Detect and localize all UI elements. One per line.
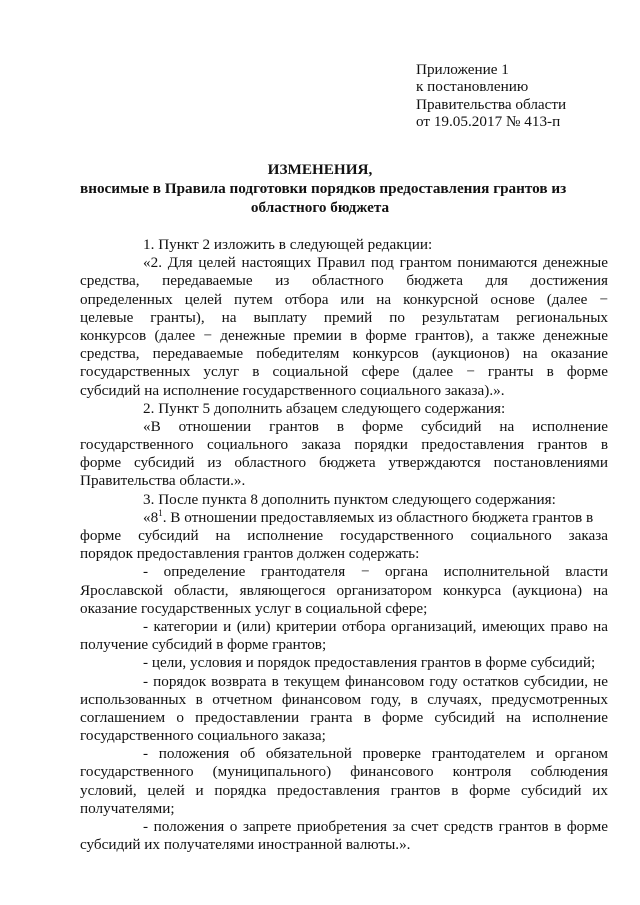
body-line: государственного (муниципального) финансового контроля соблюдения xyxy=(80,763,608,781)
body-line: форме субсидий на исполнение государственного социального заказа xyxy=(80,527,608,544)
body-line: 2. Пункт 5 дополнить абзацем следующего содержания: xyxy=(143,399,506,417)
body-line: Правительства области.». xyxy=(80,472,246,490)
body-line: - положения о запрете приобретения за счет средств грантов в форме xyxy=(143,818,608,835)
appendix-reference xyxy=(416,61,566,131)
body-line: средства, передаваемые победителям конкурсов (аукционов) на оказание xyxy=(80,345,608,363)
appendix-line: к постановлению xyxy=(416,78,529,96)
appendix-line: Правительства области xyxy=(416,95,567,113)
body-line: форме субсидий из областного бюджета утверждаются постановлениями xyxy=(80,454,608,472)
body-line: 1. Пункт 2 изложить в следующей редакции: xyxy=(143,236,433,253)
point-superscript: 1 xyxy=(158,507,163,518)
body-line: соглашением о предоставлении гранта в форме субсидий на исполнение xyxy=(80,708,608,726)
body-line: государственного социального заказа; xyxy=(80,727,326,745)
document-title xyxy=(80,160,567,217)
body-line: средства, передаваемые из областного бюджета для достижения xyxy=(80,272,608,290)
body-line: - цели, условия и порядок предоставления грантов в форме субсидий; xyxy=(143,654,596,672)
body-line: - определение грантодателя − органа исполнительной власти xyxy=(143,563,608,581)
body-line: порядок предоставления грантов должен содержать: xyxy=(80,545,420,563)
body-line: оказание государственных услуг в социальной сфере; xyxy=(80,599,428,617)
appendix-line: от 19.05.2017 № 413-п xyxy=(416,113,561,131)
body-line: «2. Для целей настоящих Правил под грантом понимаются денежные xyxy=(143,254,608,272)
body-line: государственных услуг в социальной сфере (далее − гранты в форме xyxy=(80,363,608,381)
body-line: субсидий на исполнение государственного социального заказа).». xyxy=(80,381,505,399)
body-line: получателями; xyxy=(80,799,175,817)
body-line: «В отношении грантов в форме субсидий на исполнение xyxy=(143,417,608,435)
body-line: - порядок возврата в текущем финансовом году остатков субсидии, не xyxy=(143,672,608,690)
title-subtitle-line: областного бюджета xyxy=(250,199,390,216)
body-line: определенных целей путем отбора или на конкурсной основе (далее − xyxy=(80,290,608,308)
body-line: субсидий их получателями иностранной валюты.». xyxy=(80,836,411,854)
title-heading: ИЗМЕНЕНИЯ, xyxy=(267,161,373,178)
body-line: - положения об обязательной проверке грантодателем и органом xyxy=(143,745,608,763)
body-line-point-8-1 xyxy=(80,509,608,527)
body-line: условий, целей и порядка предоставления грантов в форме субсидий их xyxy=(80,781,608,799)
title-subtitle-line: вносимые в Правила подготовки порядков предоставления грантов из xyxy=(80,180,567,197)
appendix-line: Приложение 1 xyxy=(416,61,509,78)
point-text: . В отношении предоставляемых из областного бюджета грантов в xyxy=(162,508,594,526)
body-line: целевые гранты), на выплату премий по результатам региональных xyxy=(80,308,608,326)
body-line: конкурсов (далее − денежные премии в форме грантов), а также денежные xyxy=(80,326,608,344)
body-line: 3. После пункта 8 дополнить пунктом следующего содержания: xyxy=(143,490,556,508)
body-line: получение субсидий в форме грантов; xyxy=(80,636,327,654)
point-number: «8 xyxy=(143,508,159,526)
document-body xyxy=(80,236,608,854)
body-line: Ярославской области, являющегося организатором конкурса (аукциона) на xyxy=(80,581,608,599)
body-line: - категории и (или) критерии отбора организаций, имеющих право на xyxy=(143,617,608,635)
body-line: государственного социального заказа порядки предоставления грантов в xyxy=(80,436,608,454)
body-line: использованных в отчетном финансовом году, в случаях, предусмотренных xyxy=(80,690,608,708)
